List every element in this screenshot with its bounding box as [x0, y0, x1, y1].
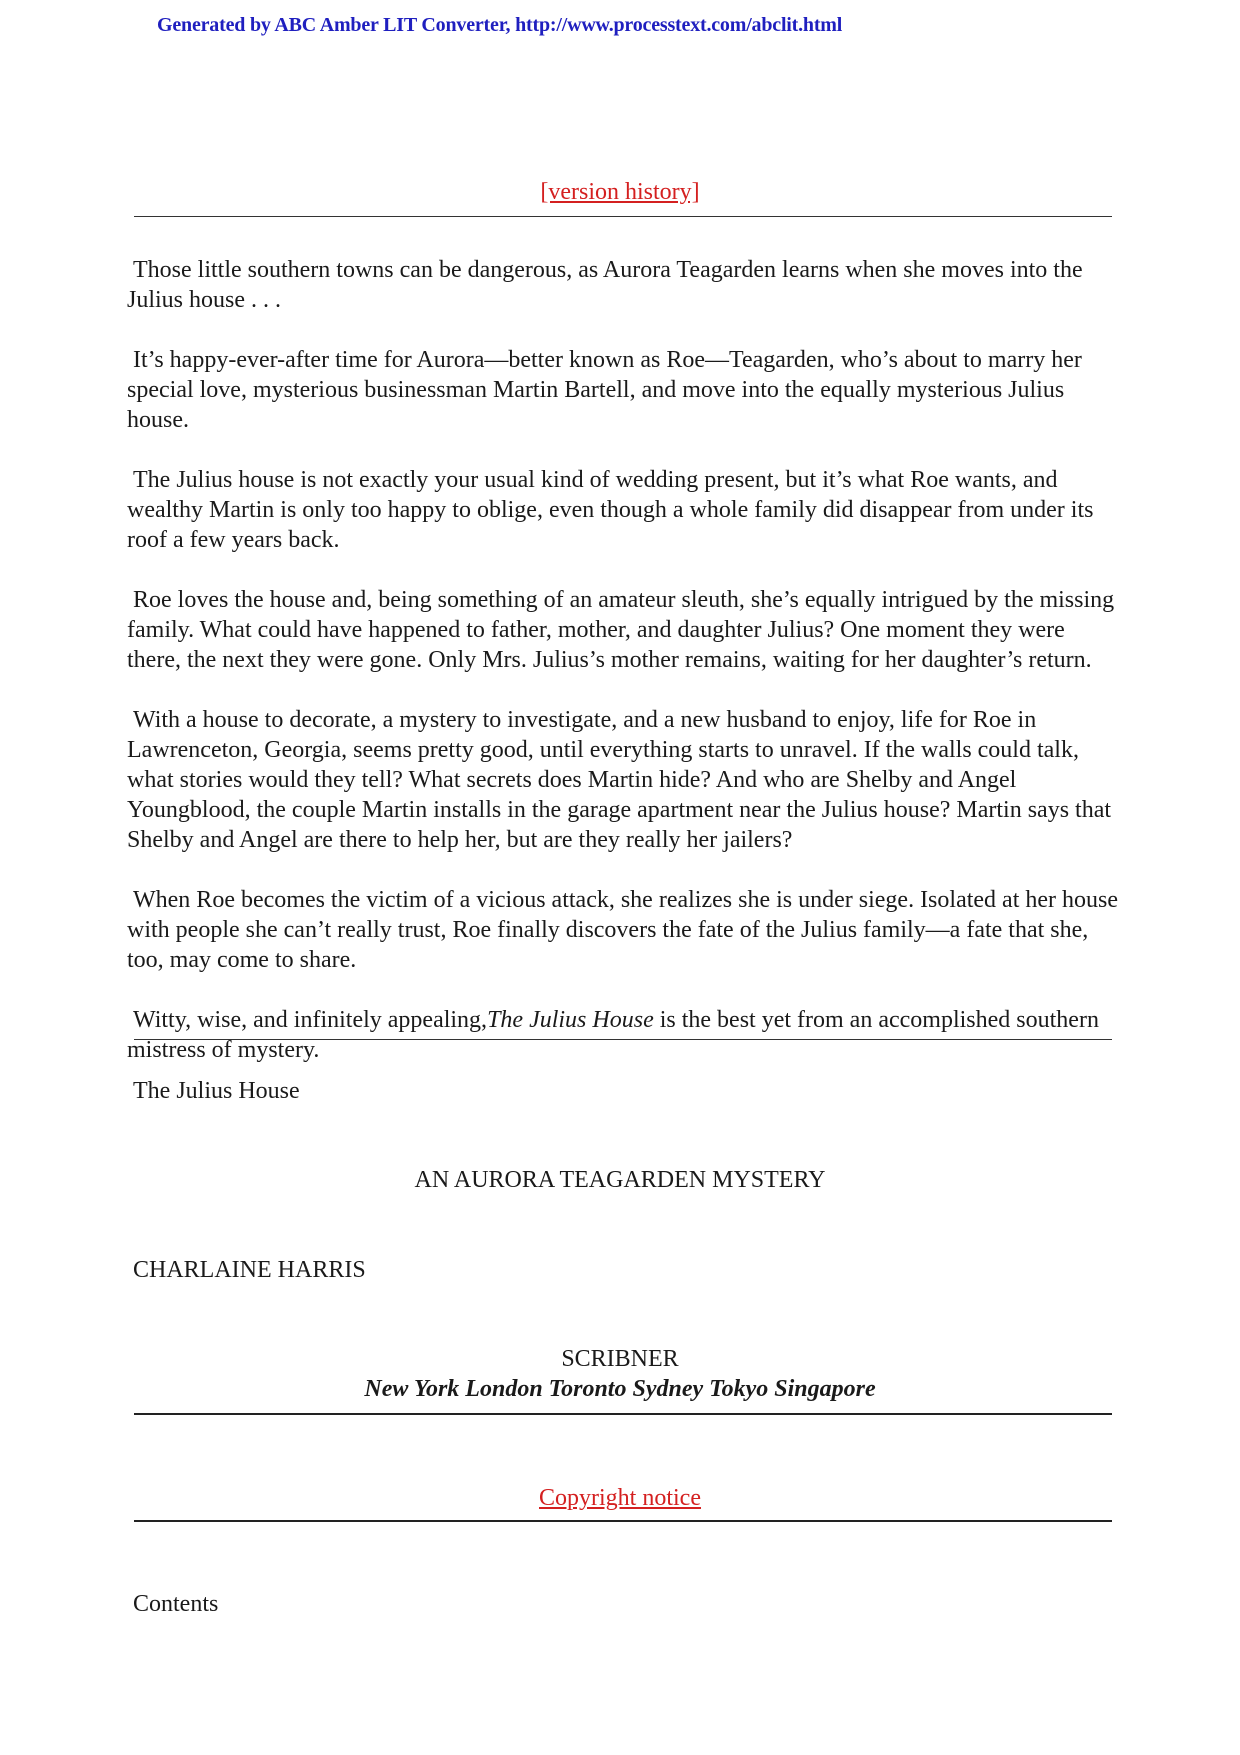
generated-by-banner[interactable]: Generated by ABC Amber LIT Converter, http://www.processtext.com/abclit.html: [157, 14, 843, 36]
blurb-paragraph: The Julius house is not exactly your usual kind of wedding present, but it’s what Roe wants, and wealthy Martin is only too happy to oblige, even though a whole family did disappear from under its roof a few years back.: [127, 467, 1094, 553]
blurb-paragraph: When Roe becomes the victim of a vicious attack, she realizes she is under siege. Isolated at her house with people she can’t really trust, Roe finally discovers the fate of the Julius family—a fate that she, too, may come to share.: [127, 887, 1118, 973]
blurb-paragraph: Roe loves the house and, being something of an amateur sleuth, she’s equally intrigued by the missing family. What could have happened to father, mother, and daughter Julius? One moment they were there, the next they were gone. Only Mrs. Julius’s mother remains, waiting for her daughter’s return.: [127, 587, 1115, 673]
blurb-text: is the best yet from an accomplished southern mistress of mystery.: [127, 1007, 1099, 1063]
blurb-paragraph: It’s happy-ever-after time for Aurora—better known as Roe—Teagarden, who’s about to marry her special love, mysterious businessman Martin Bartell, and move into the equally mysterious Julius house.: [127, 347, 1082, 433]
divider: [134, 216, 1112, 217]
book-title-italic: The Julius House: [487, 1007, 654, 1033]
divider: [134, 1520, 1112, 1522]
book-blurb: [127, 255, 1122, 1065]
blurb-paragraph: With a house to decorate, a mystery to investigate, and a new husband to enjoy, life for Roe in Lawrenceton, Georgia, seems pretty good, until everything starts to unravel. If the walls could talk, what stories would they tell? What secrets does Martin hide? And who are Shelby and Angel Youngblood, the couple Martin installs in the garage apartment near the Julius house? Martin says that Shelby and Angel are there to help her, but are they really her jailers?: [127, 707, 1112, 853]
divider: [134, 1413, 1112, 1415]
copyright-notice-link[interactable]: Copyright notice: [539, 1485, 701, 1511]
contents-heading: Contents: [133, 1591, 219, 1617]
blurb-paragraph: Those little southern towns can be dangerous, as Aurora Teagarden learns when she moves into the Julius house . . .: [127, 257, 1083, 313]
book-title: The Julius House: [133, 1078, 300, 1104]
blurb-text: Witty, wise, and infinitely appealing,: [133, 1007, 488, 1033]
version-history-link[interactable]: [version history]: [540, 179, 700, 205]
series-name: AN AURORA TEAGARDEN MYSTERY: [414, 1167, 826, 1193]
divider: [134, 1039, 1112, 1040]
author-name: CHARLAINE HARRIS: [133, 1257, 366, 1283]
publisher-name: SCRIBNER: [561, 1346, 679, 1372]
blurb-paragraph: [127, 1005, 1122, 1065]
publisher-cities: New York London Toronto Sydney Tokyo Singapore: [364, 1376, 876, 1402]
